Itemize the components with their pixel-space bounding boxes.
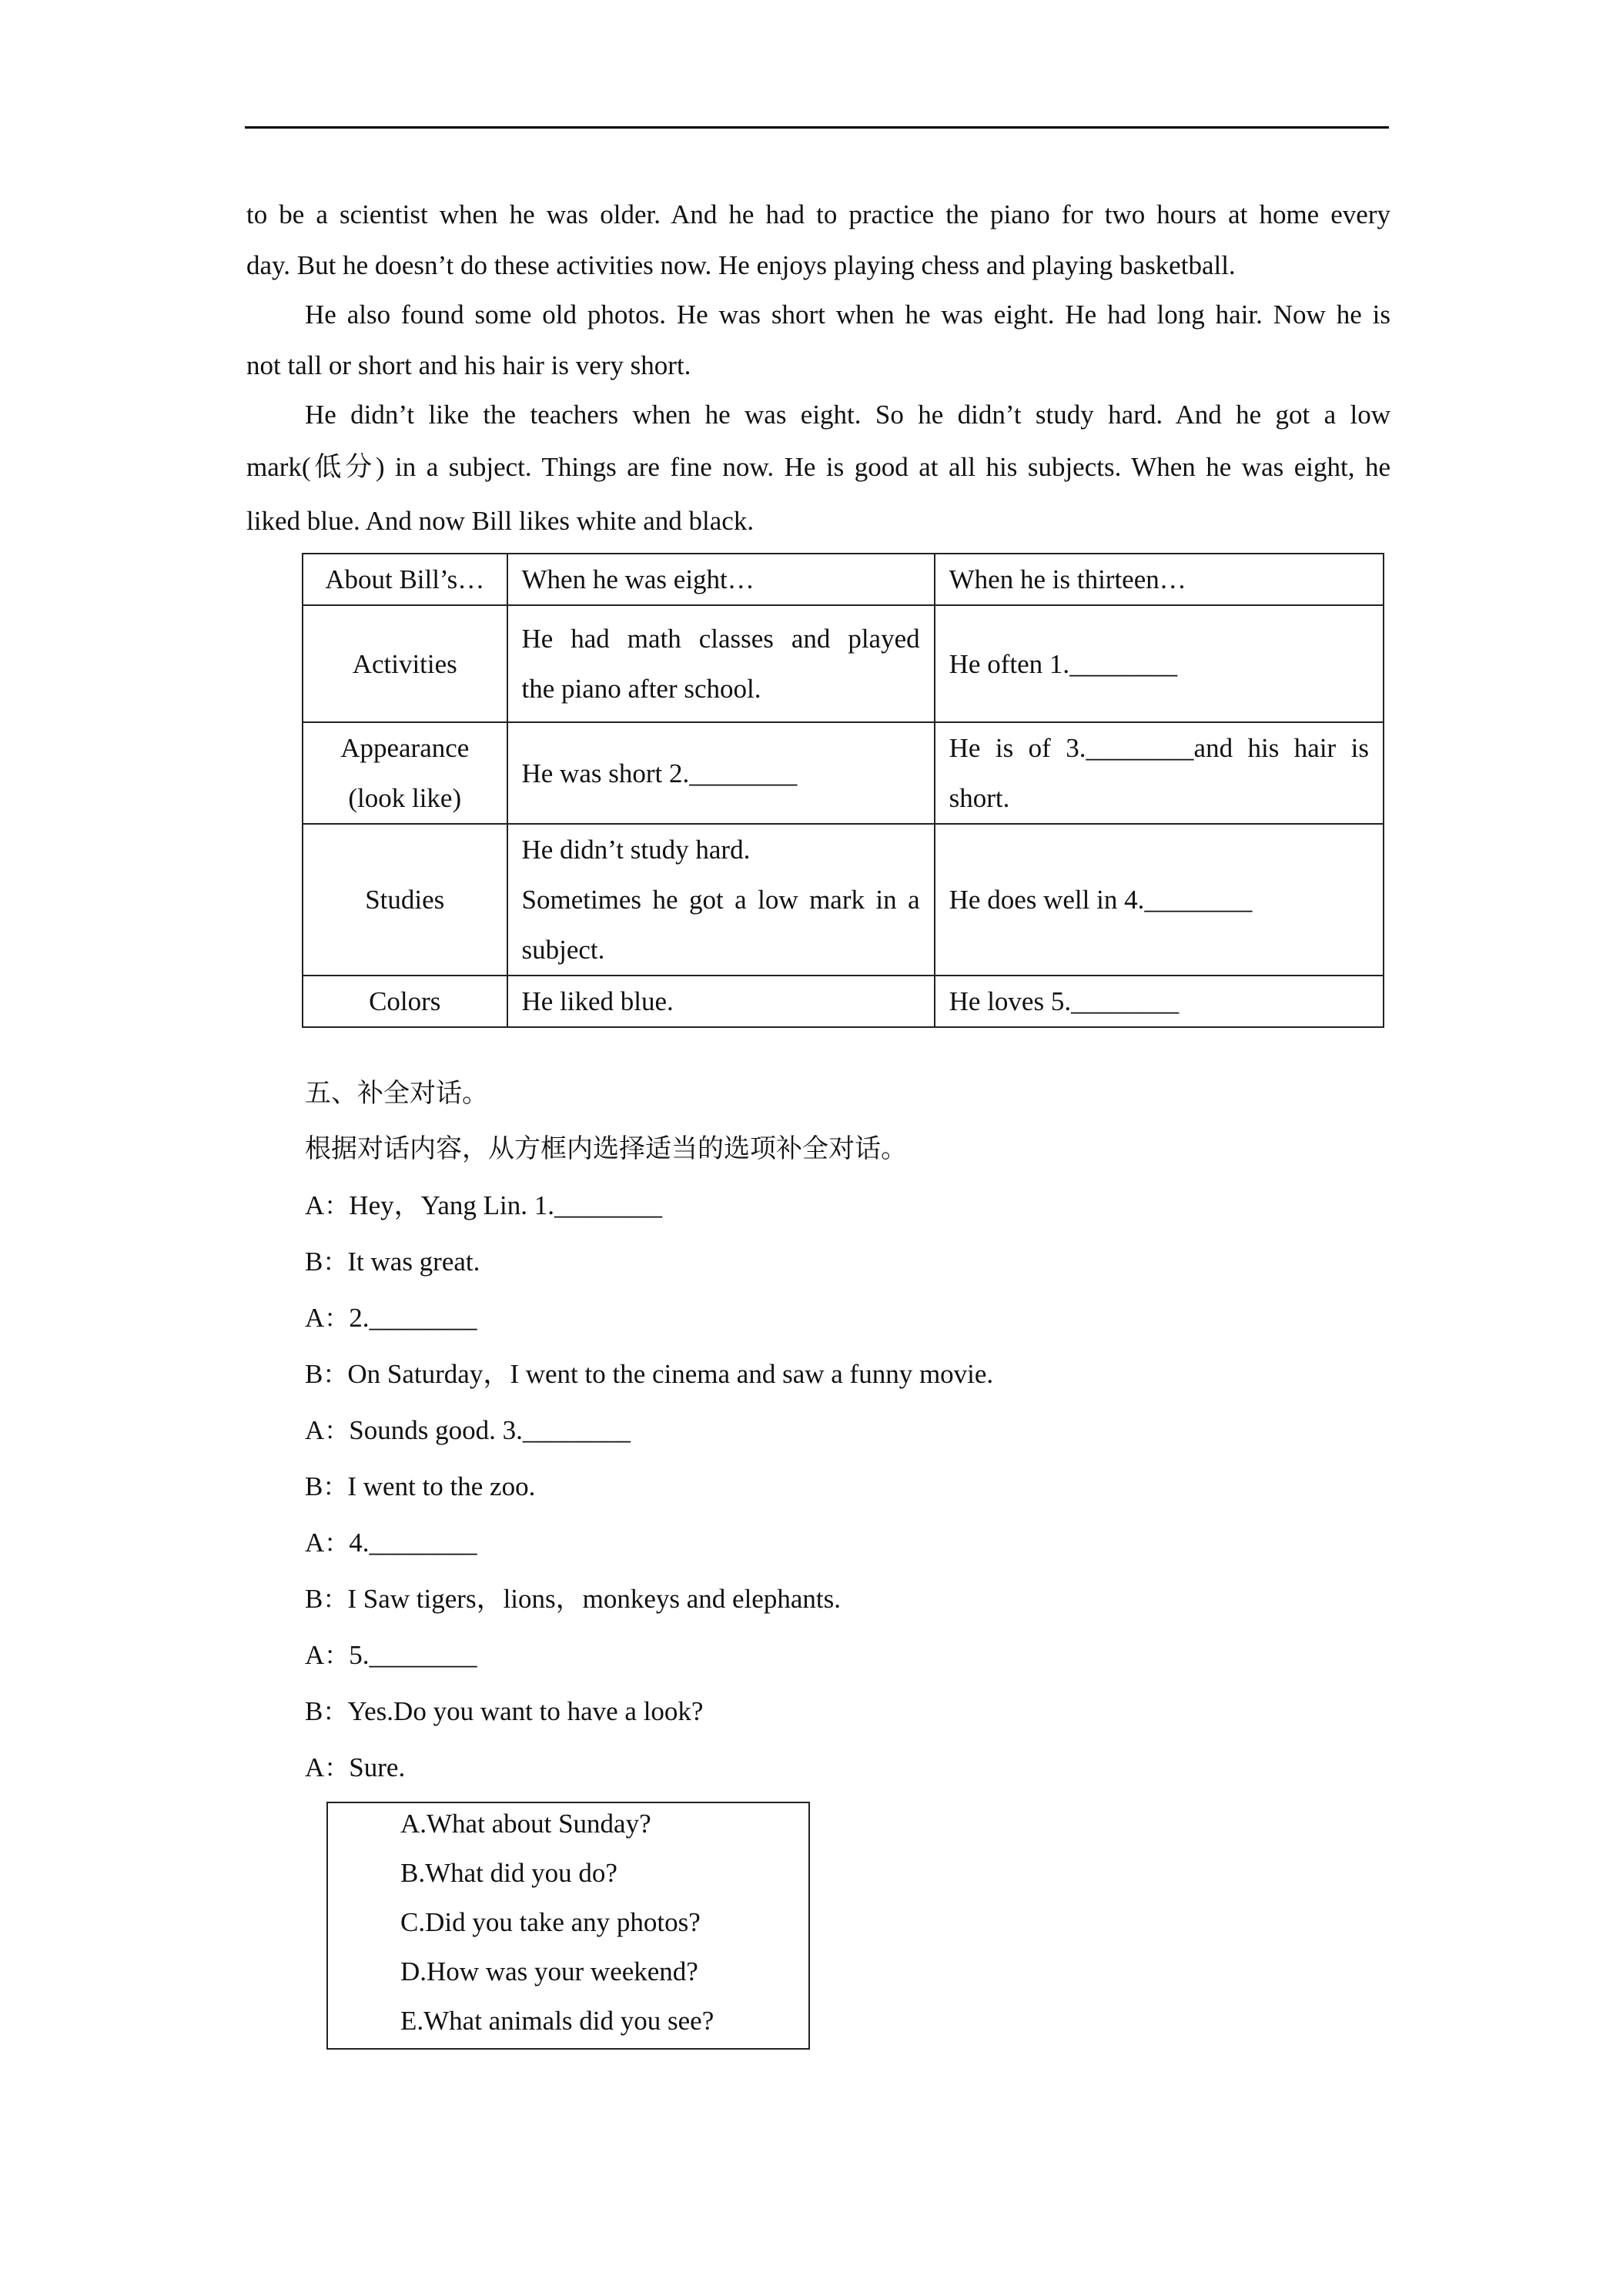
speaker-colon: ：: [323, 1697, 348, 1726]
dialog-text: I Saw tigers，lions，monkeys and elephants.: [347, 1584, 841, 1614]
passage-paragraph-2: [246, 290, 1390, 391]
dialog: [305, 1183, 1383, 1801]
answer-blank-4: He does well in 4.________: [949, 885, 1253, 915]
section-instruction: 根据对话内容，从方框内选择适当的选项补全对话。: [305, 1133, 907, 1164]
table-cell: [935, 605, 1384, 722]
table-cell: [507, 605, 935, 722]
section-title: 五、补全对话。: [305, 1078, 488, 1109]
cell-line: Sometimes he got a low mark in a: [521, 885, 920, 915]
dialog-text: 5.________: [349, 1640, 477, 1670]
speaker: A: [305, 1752, 325, 1782]
cell-line: He had math classes and played: [521, 624, 920, 654]
dialog-turn: [305, 1183, 1383, 1239]
passage-line: to be a scientist when he was older. And he had to practice the piano for two hours at home every: [246, 199, 1390, 229]
dialog-turn: [305, 1520, 1383, 1576]
speaker: B: [305, 1584, 323, 1614]
dialog-text: Yes.Do you want to have a look?: [347, 1696, 704, 1726]
answer-blank-3: He is of 3.________and his hair is: [949, 733, 1369, 763]
dialog-turn: [305, 1745, 1383, 1801]
option-e: E.What animals did you see?: [400, 2006, 714, 2036]
dialog-text: On Saturday，I went to the cinema and saw a funny movie.: [347, 1359, 994, 1389]
passage-paragraph-3: [246, 390, 1390, 548]
dialog-turn: [305, 1576, 1383, 1632]
speaker-colon: ：: [324, 1304, 350, 1333]
dialog-text: It was great.: [347, 1247, 480, 1277]
table-header-cell: About Bill’s…: [303, 554, 507, 605]
passage-paragraph-1: [246, 189, 1390, 291]
speaker: A: [305, 1415, 325, 1445]
speaker: A: [305, 1303, 325, 1333]
dialog-text: Sounds good. 3.________: [349, 1415, 631, 1445]
speaker-colon: ：: [323, 1472, 348, 1501]
table-cell: [507, 824, 935, 976]
option-d: D.How was your weekend?: [400, 1956, 698, 1986]
options-box: [326, 1802, 810, 2050]
table-header-cell: When he is thirteen…: [935, 554, 1384, 605]
speaker: B: [305, 1247, 323, 1277]
speaker-colon: ：: [324, 1641, 350, 1670]
answer-blank-1: He often 1.________: [949, 648, 1178, 679]
header-rule: [245, 126, 1389, 129]
table-row: [303, 976, 1384, 1027]
speaker-colon: ：: [323, 1585, 348, 1614]
row-label: Activities: [303, 605, 507, 722]
table-row: [303, 824, 1384, 976]
row-label-line: Appearance: [340, 733, 470, 763]
cell-line: He didn’t study hard.: [521, 835, 751, 865]
dialog-turn: [305, 1239, 1383, 1295]
speaker: A: [305, 1528, 325, 1558]
passage-line: mark(低分) in a subject. Things are fine now. He is good at all his subjects. When he was eight, he: [246, 452, 1390, 482]
speaker-colon: ：: [323, 1360, 348, 1389]
dialog-turn: [305, 1407, 1383, 1464]
speaker-colon: ：: [324, 1528, 350, 1558]
table-row: [303, 605, 1384, 722]
option-c: C.Did you take any photos?: [400, 1907, 701, 1937]
dialog-text: 2.________: [349, 1303, 477, 1333]
row-label: Studies: [303, 824, 507, 976]
speaker-colon: ：: [324, 1753, 350, 1782]
dialog-turn: [305, 1351, 1383, 1407]
speaker: A: [305, 1190, 325, 1220]
row-label-line: (look like): [348, 783, 462, 813]
speaker: B: [305, 1471, 323, 1501]
bill-comparison-table: [302, 553, 1384, 1028]
table-cell: [507, 976, 935, 1027]
speaker-colon: ：: [324, 1191, 350, 1220]
cell-line: short.: [949, 783, 1010, 813]
speaker: B: [305, 1359, 323, 1389]
table-cell: [935, 824, 1384, 976]
dialog-turn: [305, 1632, 1383, 1689]
passage-line: not tall or short and his hair is very short.: [246, 350, 691, 380]
cell-line: the piano after school.: [521, 674, 761, 704]
answer-blank-2: He was short 2.________: [521, 758, 798, 788]
table-row: [303, 722, 1384, 824]
speaker: A: [305, 1640, 325, 1670]
option-a: A.What about Sunday?: [400, 1809, 651, 1839]
dialog-text: Hey，Yang Lin. 1.________: [349, 1190, 663, 1220]
passage-line: liked blue. And now Bill likes white and black.: [246, 506, 755, 536]
table-header-cell: When he was eight…: [507, 554, 935, 605]
table-cell: [935, 722, 1384, 824]
table-header-row: [303, 554, 1384, 605]
dialog-turn: [305, 1295, 1383, 1351]
row-label: Colors: [303, 976, 507, 1027]
answer-blank-5: He loves 5.________: [949, 986, 1180, 1016]
table-cell: [507, 722, 935, 824]
passage-line: He also found some old photos. He was short when he was eight. He had long hair. Now he is: [305, 300, 1390, 330]
dialog-text: I went to the zoo.: [347, 1471, 536, 1501]
dialog-turn: [305, 1689, 1383, 1745]
speaker-colon: ：: [323, 1247, 348, 1277]
dialog-text: Sure.: [349, 1752, 406, 1782]
row-label: [303, 722, 507, 824]
table-cell: [935, 976, 1384, 1027]
option-b: B.What did you do?: [400, 1858, 617, 1888]
speaker-colon: ：: [324, 1416, 350, 1445]
passage-line: He didn’t like the teachers when he was eight. So he didn’t study hard. And he got a low: [305, 400, 1390, 430]
cell-line: subject.: [521, 935, 605, 965]
dialog-text: 4.________: [349, 1528, 477, 1558]
dialog-turn: [305, 1464, 1383, 1520]
speaker: B: [305, 1696, 323, 1726]
passage-line: day. But he doesn’t do these activities now. He enjoys playing chess and playing basketball.: [246, 250, 1236, 280]
cell-line: He liked blue.: [521, 986, 674, 1016]
